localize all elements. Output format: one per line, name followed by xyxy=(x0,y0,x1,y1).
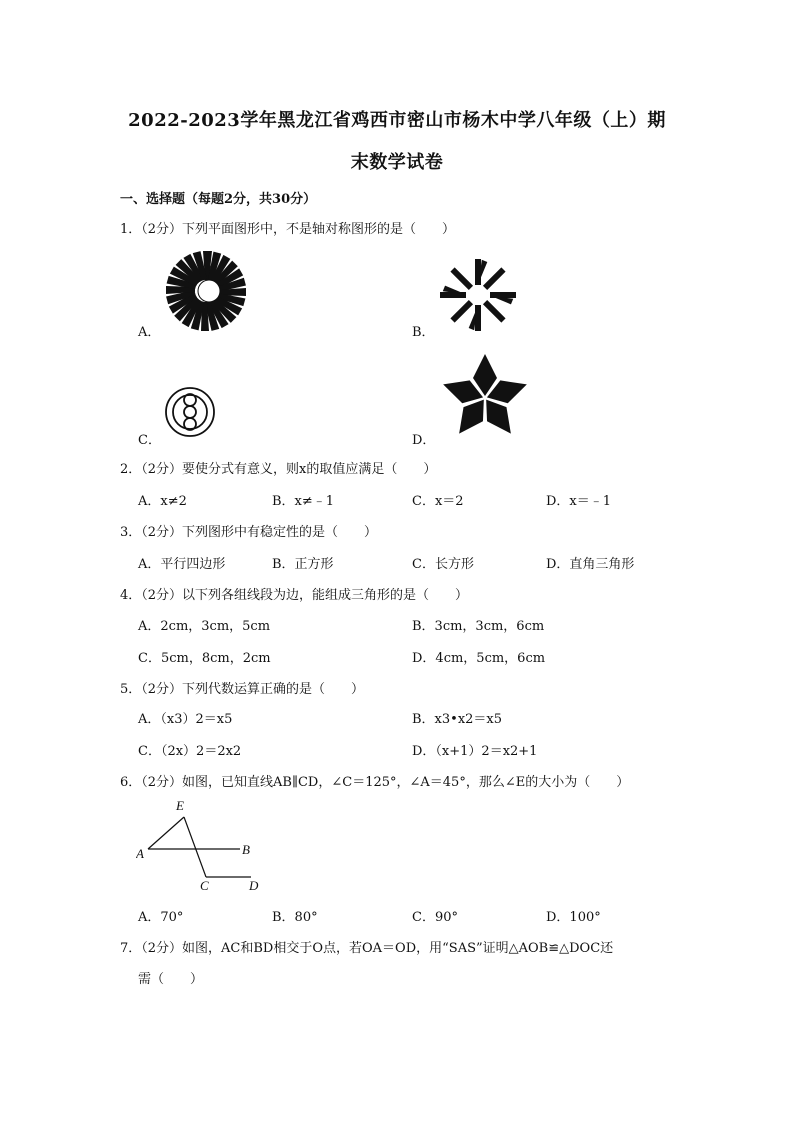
q3-option-d: D．直角三角形 xyxy=(546,557,635,572)
q3-stem: 3．（2分）下列图形中有稳定性的是（ ） xyxy=(120,525,378,540)
q2-stem: 2．（2分）要使分式有意义，则x的取值应满足（ ） xyxy=(120,462,437,477)
q1-label-a: A． xyxy=(138,325,161,340)
q1-figure-a-swirl xyxy=(165,250,247,332)
q6-label-e: E xyxy=(176,798,184,813)
q6-option-b: B．80° xyxy=(272,910,318,925)
page-title-line1: 2022-2023学年黑龙江省鸡西市密山市杨木中学八年级（上）期 xyxy=(128,110,666,131)
q6-label-a: A xyxy=(136,846,144,861)
q4-stem: 4．（2分）以下列各组线段为边，能组成三角形的是（ ） xyxy=(120,588,469,603)
q2-option-d: D．x＝﹣1 xyxy=(546,494,612,509)
q6-figure-parallel-lines xyxy=(136,797,266,893)
q1-label-b: B． xyxy=(412,325,435,340)
q3-option-c: C．长方形 xyxy=(412,557,474,572)
q6-option-c: C．90° xyxy=(412,910,458,925)
q4-option-b: B．3cm，3cm，6cm xyxy=(412,619,545,634)
q4-option-d: D．4cm，5cm，6cm xyxy=(412,651,546,666)
q3-option-a: A．平行四边形 xyxy=(138,557,226,572)
q7-stem-line2: 需（ ） xyxy=(138,972,204,987)
q4-option-c: C．5cm，8cm，2cm xyxy=(138,651,271,666)
q6-label-c: C xyxy=(200,878,209,893)
q6-label-b: B xyxy=(242,842,250,857)
q5-option-b: B．x3•x2＝x5 xyxy=(412,712,503,727)
q1-figure-d-star-petals xyxy=(443,352,527,438)
q2-option-b: B．x≠﹣1 xyxy=(272,494,335,509)
q1-figure-c-circles xyxy=(163,385,217,439)
q2-option-a: A．x≠2 xyxy=(138,494,187,509)
q5-option-d: D．（x+1）2＝x2+1 xyxy=(412,744,538,759)
q5-stem: 5．（2分）下列代数运算正确的是（ ） xyxy=(120,682,365,697)
q4-option-a: A．2cm，3cm，5cm xyxy=(138,619,271,634)
q7-stem-line1: 7．（2分）如图，AC和BD相交于O点，若OA＝OD，用“SAS”证明△AOB≌△DOC还 xyxy=(120,941,614,956)
q1-stem: 1．（2分）下列平面图形中，不是轴对称图形的是（ ） xyxy=(120,222,456,237)
q1-label-c: C． xyxy=(138,433,161,448)
q6-label-d: D xyxy=(249,878,259,893)
q3-option-b: B．正方形 xyxy=(272,557,334,572)
q6-stem: 6．（2分）如图，已知直线AB∥CD，∠C＝125°，∠A＝45°，那么∠E的大小为（ ） xyxy=(120,775,630,790)
section-heading: 一、选择题（每题2分，共30分） xyxy=(120,192,317,207)
q5-option-a: A．（x3）2＝x5 xyxy=(138,712,233,727)
q1-label-d: D． xyxy=(412,433,436,448)
q6-option-a: A．70° xyxy=(138,910,184,925)
q5-option-c: C．（2x）2＝2x2 xyxy=(138,744,242,759)
q2-option-c: C．x＝2 xyxy=(412,494,464,509)
page-title-line2: 末数学试卷 xyxy=(350,152,444,173)
q1-figure-b-star-burst xyxy=(438,258,518,332)
q6-option-d: D．100° xyxy=(546,910,601,925)
